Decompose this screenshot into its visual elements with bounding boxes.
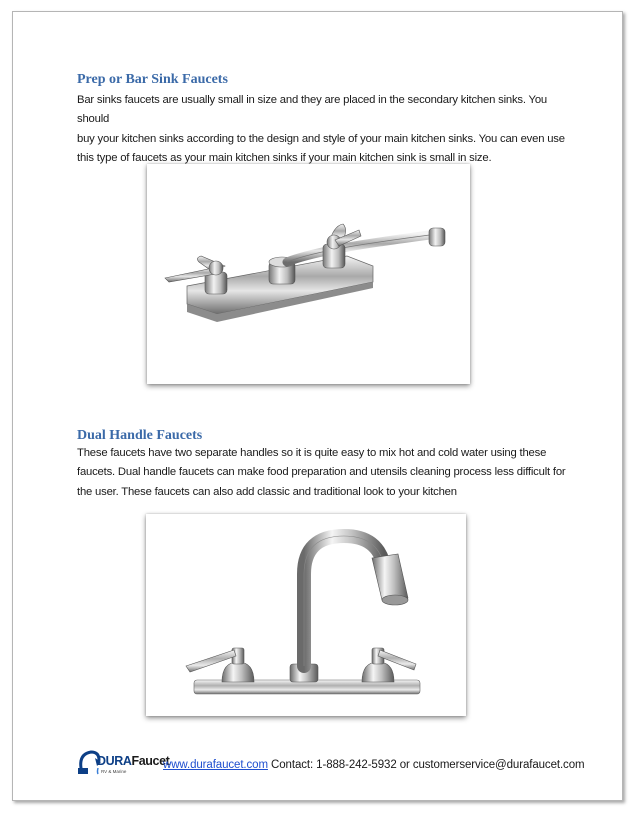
- section-heading-dual-handle: Dual Handle Faucets: [77, 428, 203, 443]
- contact-info: Contact: 1-888-242-5932 or customerservice@durafaucet.com: [267, 759, 585, 771]
- paragraph-line: the user. These faucets can also add classic and traditional look to your kitchen: [77, 485, 457, 498]
- paragraph-line: this type of faucets as your main kitchen sinks if your main kitchen sink is small in size.: [77, 151, 492, 164]
- paragraph-line: faucets. Dual handle faucets can make food preparation and utensils cleaning process less difficult for: [77, 466, 566, 479]
- logo-wordmark: DURAFaucet: [97, 754, 170, 768]
- website-link[interactable]: www.durafaucet.com: [163, 759, 268, 771]
- section-paragraph-bar-sink: [77, 91, 577, 168]
- page-footer: [77, 744, 597, 784]
- paragraph-line: buy your kitchen sinks according to the design and style of your main kitchen sinks. You can even use: [77, 132, 565, 145]
- logo-tagline: RV & Marine: [101, 769, 127, 774]
- paragraph-line: These faucets have two separate handles so it is quite easy to mix hot and cold water using these: [77, 447, 547, 459]
- footer-contact-line: [163, 759, 585, 771]
- dura-faucet-logo[interactable]: [77, 744, 170, 784]
- dual-handle-faucet-image: [146, 514, 466, 716]
- paragraph-line: Bar sinks faucets are usually small in size and they are placed in the secondary kitchen sinks. You should: [77, 94, 547, 126]
- bar-sink-faucet-image: [147, 164, 470, 384]
- section-paragraph-dual-handle: [77, 444, 577, 502]
- section-heading-bar-sink: Prep or Bar Sink Faucets: [77, 72, 228, 87]
